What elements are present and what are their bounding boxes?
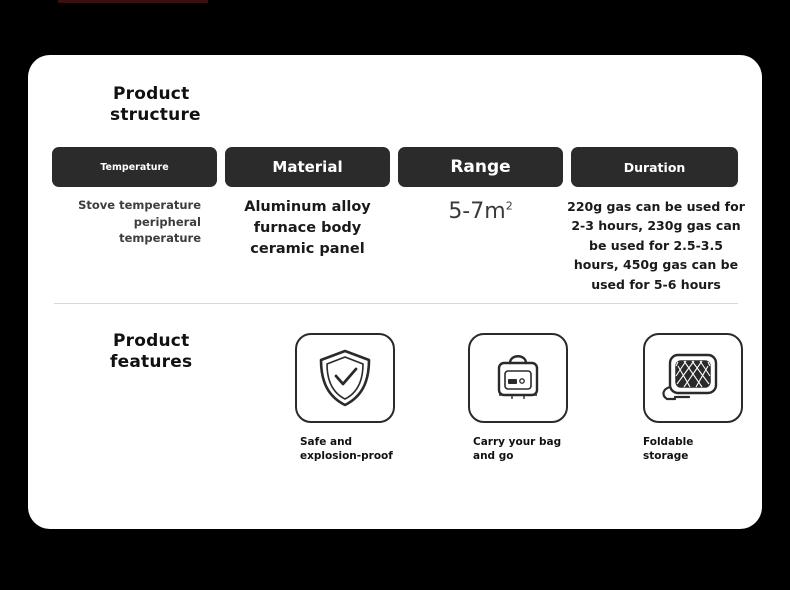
product-features-heading — [86, 331, 216, 374]
carry-bag-icon — [470, 335, 566, 421]
top-edge-sliver — [58, 0, 208, 3]
column-header-material: Material — [225, 147, 390, 187]
heading-line-2: structure — [110, 105, 201, 126]
feature-item — [270, 333, 420, 463]
column-value-temperature: Stove temperature peripheral temperature — [78, 198, 201, 246]
feature-caption — [618, 435, 768, 463]
heading-line-1: Product — [113, 84, 190, 104]
caption-line-2: and go — [473, 450, 514, 463]
feature-icon-frame — [468, 333, 568, 423]
feature-item — [443, 333, 593, 463]
product-structure-heading — [86, 84, 216, 127]
column-header-range: Range — [398, 147, 563, 187]
feature-icon-frame — [643, 333, 743, 423]
section-divider — [54, 303, 738, 304]
heading-line-2: features — [110, 352, 193, 373]
column-header-duration: Duration — [571, 147, 738, 187]
feature-caption — [443, 435, 593, 463]
content-card — [28, 55, 762, 529]
caption-line-2: storage — [643, 450, 689, 463]
column-value-duration: 220g gas can be used for 2-3 hours, 230g gas can be used for 2.5-3.5 hours, 450g gas can be used for 5-6 hours — [567, 199, 745, 292]
caption-line-1: Foldable — [643, 436, 694, 448]
range-value: 5-7m — [448, 199, 506, 224]
feature-icon-frame — [295, 333, 395, 423]
column-header-temperature: Temperature — [52, 147, 217, 187]
foldable-stove-icon — [645, 335, 741, 421]
caption-line-2: explosion-proof — [300, 450, 393, 463]
feature-caption — [270, 435, 420, 463]
caption-line-1: Safe and — [300, 436, 353, 448]
feature-item — [618, 333, 768, 463]
heading-line-1: Product — [113, 331, 190, 351]
range-superscript: 2 — [505, 199, 513, 213]
caption-line-1: Carry your bag — [473, 436, 562, 448]
column-value-range — [398, 197, 563, 227]
column-value-material: Aluminum alloy furnace body ceramic panel — [244, 199, 371, 258]
shield-check-icon — [297, 335, 393, 421]
